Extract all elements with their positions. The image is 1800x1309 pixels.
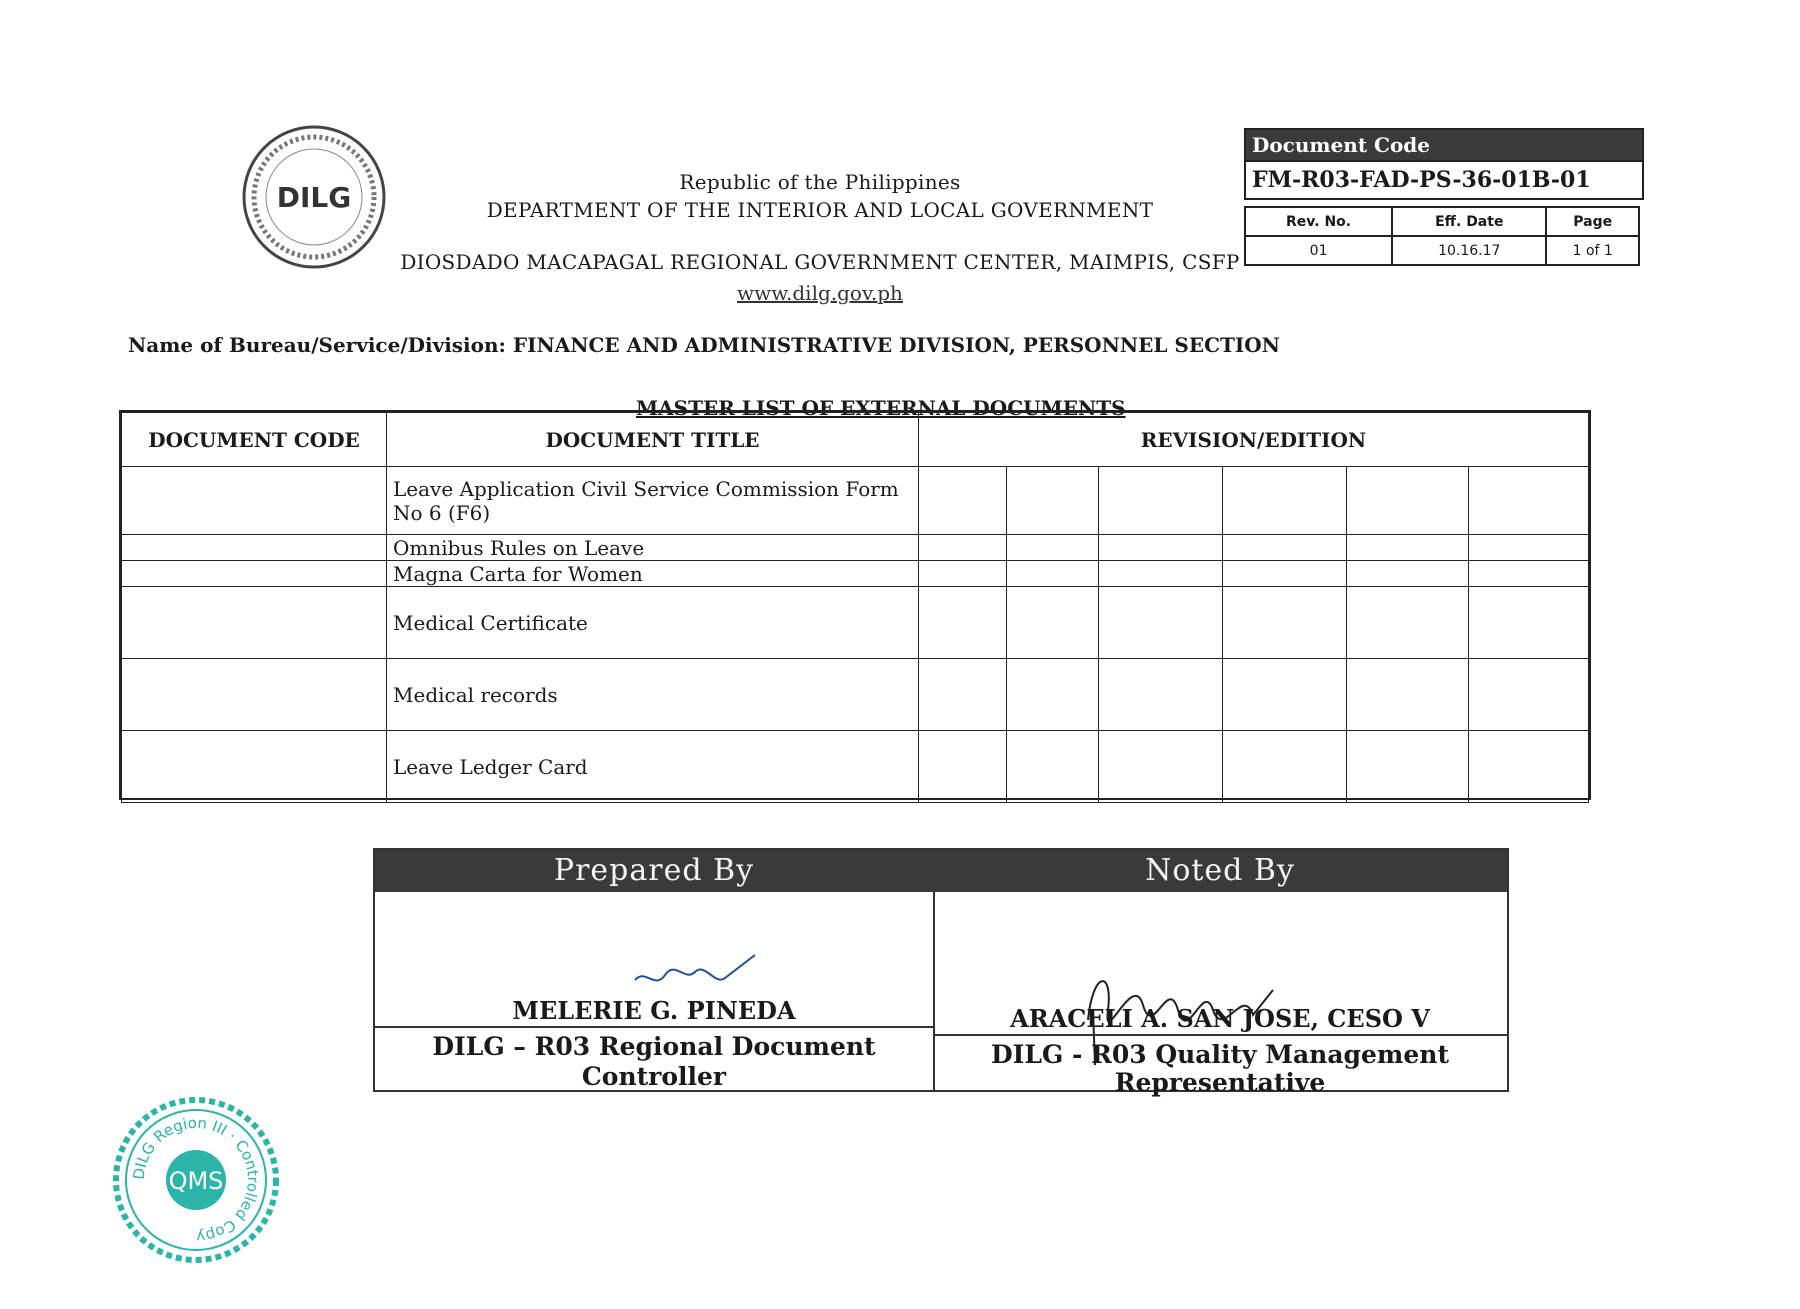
row-title: Leave Application Civil Service Commission Form No 6 (F6)	[387, 467, 919, 535]
revision-info-table	[1244, 206, 1640, 266]
noted-by-name: ARACELI A. SAN JOSE, CESO V	[1010, 1004, 1430, 1033]
noted-by-role-line2: Representative	[1114, 1068, 1326, 1097]
row-title: Medical records	[387, 659, 919, 731]
dilg-seal-logo	[240, 123, 388, 271]
letterhead-website: www.dilg.gov.ph	[737, 281, 903, 305]
eff-date-value: 10.16.17	[1392, 236, 1546, 265]
noted-by-role-line1: DILG - R03 Quality Management	[991, 1040, 1449, 1069]
row-title: Magna Carta for Women	[387, 561, 919, 587]
row-title: Leave Ledger Card	[387, 731, 919, 803]
prepared-by-section	[375, 850, 935, 1090]
prepared-by-header: Prepared By	[375, 850, 933, 892]
master-list-table	[119, 410, 1591, 800]
master-list-title: MASTER LIST OF EXTERNAL DOCUMENTS	[636, 396, 1126, 420]
qms-controlled-copy-stamp	[112, 1096, 280, 1264]
prepared-signature-icon	[630, 950, 760, 1000]
letterhead-address: DIOSDADO MACAPAGAL REGIONAL GOVERNMENT CENTER, MAIMPIS, CSFP	[400, 250, 1240, 274]
row-title: Medical Certificate	[387, 587, 919, 659]
noted-by-header: Noted By	[933, 850, 1507, 892]
row-code	[122, 561, 387, 587]
row-code	[122, 535, 387, 561]
qms-stamp-text: QMS	[168, 1167, 224, 1195]
page-label: Page	[1546, 207, 1639, 236]
table-row	[122, 587, 1589, 659]
page-value: 1 of 1	[1546, 236, 1639, 265]
prepared-by-role-line1: DILG – R03 Regional Document	[432, 1032, 876, 1061]
row-code	[122, 659, 387, 731]
document-code-box	[1244, 128, 1644, 200]
table-row	[122, 659, 1589, 731]
row-code	[122, 731, 387, 803]
document-code-label: Document Code	[1246, 130, 1642, 160]
table-row	[122, 561, 1589, 587]
document-code-value: FM-R03-FAD-PS-36-01B-01	[1246, 160, 1642, 198]
table-row	[122, 731, 1589, 803]
table-row	[122, 535, 1589, 561]
seal-text: DILG	[276, 181, 352, 214]
row-code	[122, 587, 387, 659]
prepared-by-name: MELERIE G. PINEDA	[512, 996, 796, 1025]
header-revision-edition: REVISION/EDITION	[919, 413, 1589, 467]
letterhead-republic: Republic of the Philippines	[679, 170, 961, 194]
signature-block	[373, 848, 1509, 1097]
qms-stamp-ring-text: DILG Region III · Controlled Copy	[129, 1113, 263, 1247]
header-document-code: DOCUMENT CODE	[122, 413, 387, 467]
rev-no-value: 01	[1245, 236, 1392, 265]
division-line: Name of Bureau/Service/Division: FINANCE AND ADMINISTRATIVE DIVISION, PERSONNEL SECTION	[128, 333, 1280, 357]
header-document-title: DOCUMENT TITLE	[387, 413, 919, 467]
table-row	[122, 467, 1589, 535]
eff-date-label: Eff. Date	[1392, 207, 1546, 236]
row-code	[122, 467, 387, 535]
row-title: Omnibus Rules on Leave	[387, 535, 919, 561]
noted-by-section	[933, 850, 1507, 1097]
rev-no-label: Rev. No.	[1245, 207, 1392, 236]
letterhead-department: DEPARTMENT OF THE INTERIOR AND LOCAL GOVERNMENT	[486, 198, 1154, 222]
prepared-by-role-line2: Controller	[581, 1062, 727, 1091]
